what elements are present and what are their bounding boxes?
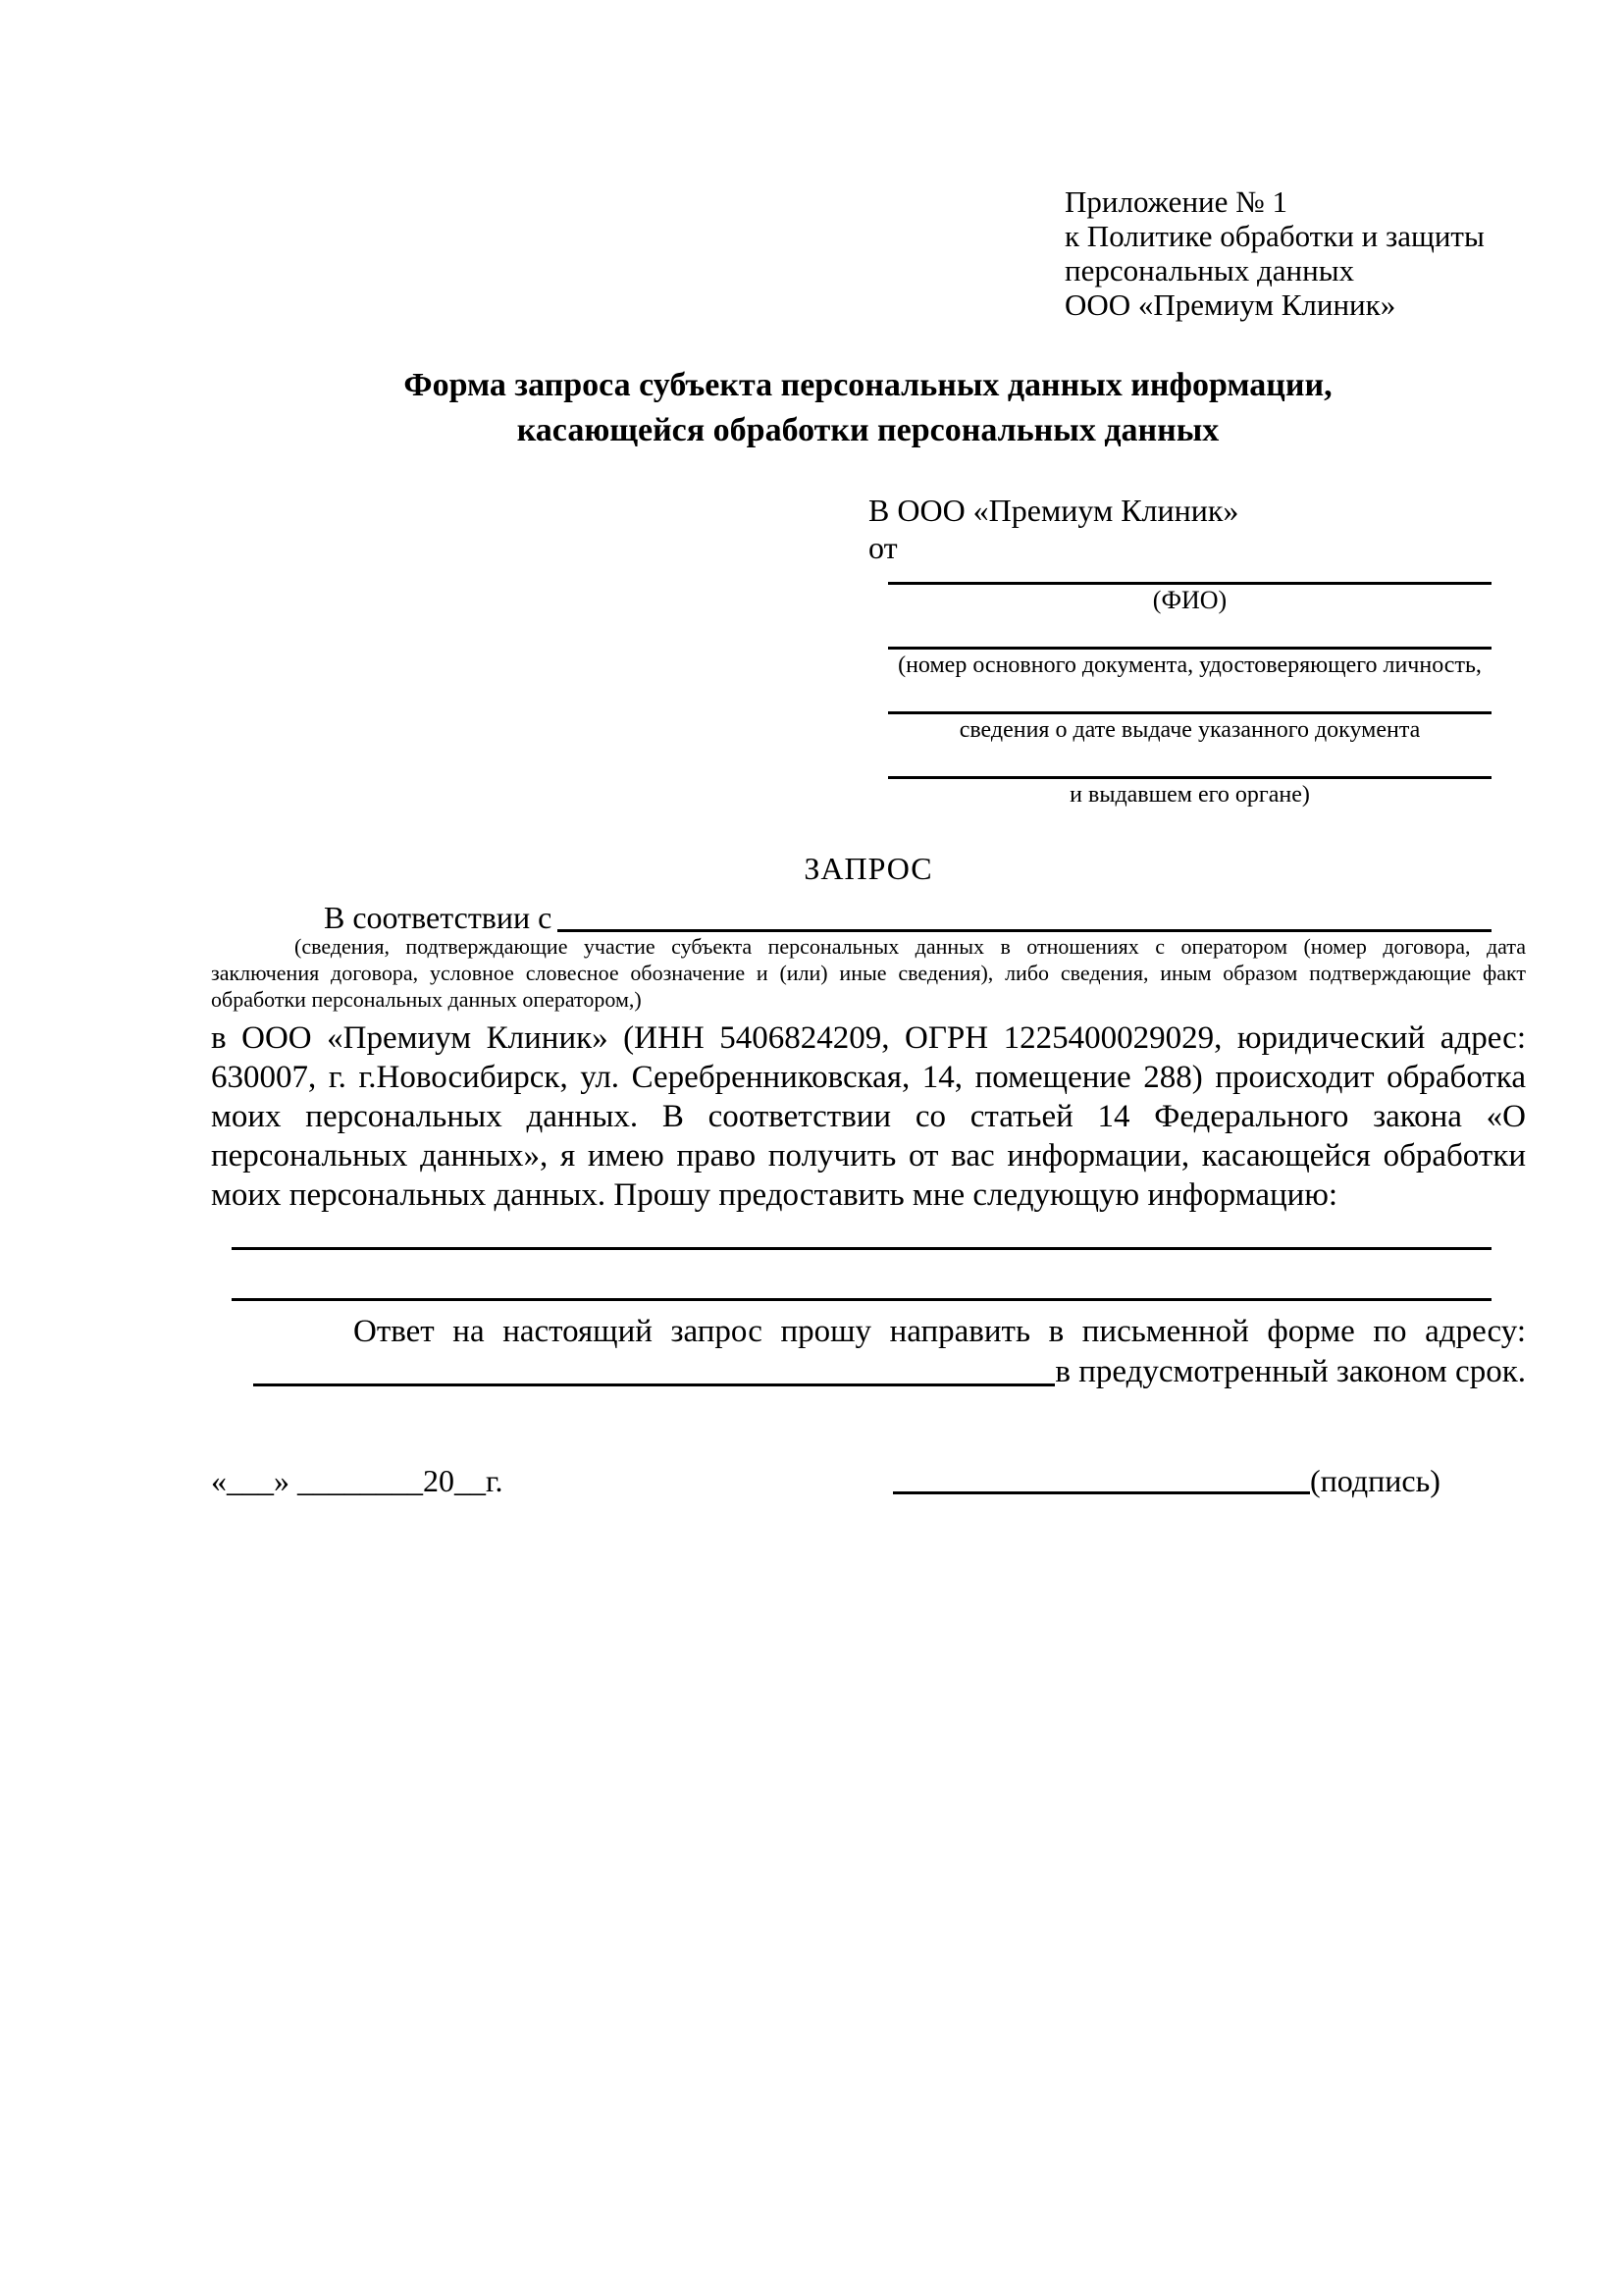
appendix-line: к Политике обработки и защиты (1065, 219, 1485, 253)
info-blank-line (232, 1298, 1492, 1301)
accordance-blank-line (557, 929, 1492, 932)
fio-field (888, 582, 1492, 613)
document-title-line: касающейся обработки персональных данных (516, 412, 1220, 448)
request-body-line: в ООО «Премиум Клиник» (ИНН 5406824209, ОГРН 1225400029029, юридический адрес: (211, 1020, 1526, 1056)
info-blank-line (232, 1247, 1492, 1250)
doc-number-caption: (номер основного документа, удостоверяющего личность, (898, 652, 1482, 678)
doc-number-field (888, 647, 1492, 678)
issue-org-field (888, 776, 1492, 808)
response-address-row (211, 1352, 1526, 1391)
issue-org-line (888, 776, 1492, 779)
addressee-to: В ООО «Премиум Клиник» (868, 493, 1239, 528)
doc-number-line (888, 647, 1492, 650)
response-paragraph: Ответ на настоящий запрос прошу направить в письменной форме по адресу: (353, 1314, 1526, 1349)
appendix-line: персональных данных (1065, 253, 1355, 287)
accordance-row (211, 899, 1526, 936)
request-body-line: 630007, г. г.Новосибирск, ул. Серебренниковская, 14, помещение 288) происходит обработка (211, 1060, 1526, 1095)
fine-print-line: заключения договора, условное словесное обозначение и (или) иные сведения), либо сведения, иным образом подтверждающие факт (211, 961, 1526, 985)
fine-print-line: (сведения, подтверждающие участие субъекта персональных данных в отношениях с оператором (номер договора, дата (294, 934, 1526, 959)
signature-group (893, 1462, 1526, 1499)
address-blank-line (253, 1383, 1055, 1386)
request-body-line: моих персональных данных. Прошу предоставить мне следующую информацию: (211, 1177, 1338, 1213)
issue-date-caption: сведения о дате выдаче указанного документа (959, 717, 1421, 743)
issue-date-field (888, 711, 1492, 743)
request-body-line: моих персональных данных. В соответствии со статьей 14 Федерального закона «О (211, 1099, 1526, 1134)
fio-line (888, 582, 1492, 585)
issue-date-line (888, 711, 1492, 714)
appendix-block (1065, 184, 1485, 322)
request-body (211, 1018, 1526, 1215)
request-body-line: персональных данных», я имею право получить от вас информации, касающейся обработки (211, 1138, 1526, 1174)
signature-caption: (подпись) (1310, 1463, 1440, 1498)
fio-caption: (ФИО) (1152, 586, 1228, 614)
date-line: «___» ________20__г. (211, 1463, 503, 1498)
fine-print-block (211, 933, 1526, 1013)
accordance-text: В соответствии с (324, 900, 552, 935)
response-suffix: в предусмотренный законом срок. (1055, 1354, 1526, 1389)
issue-org-caption: и выдавшем его органе) (1070, 782, 1310, 808)
fine-print-line: обработки персональных данных оператором,) (211, 987, 642, 1012)
document-title-line: Форма запроса субъекта персональных данных информации, (403, 367, 1333, 403)
appendix-line: ООО «Премиум Клиник» (1065, 287, 1396, 322)
addressee-block (868, 493, 1493, 808)
document-title (154, 363, 1582, 453)
signature-line (893, 1491, 1310, 1494)
appendix-line: Приложение № 1 (1065, 184, 1287, 219)
request-heading: ЗАПРОС (804, 851, 933, 886)
addressee-from: от (868, 530, 898, 565)
